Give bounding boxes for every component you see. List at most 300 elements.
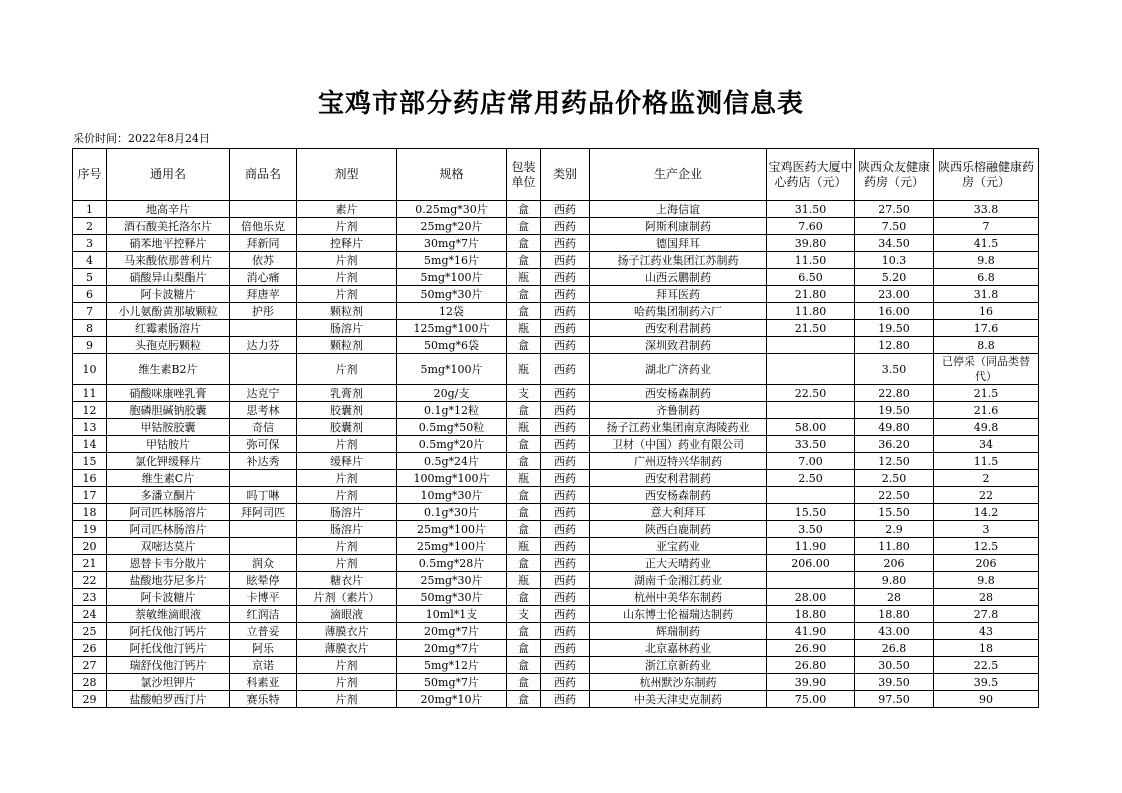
cell-specification: 5mg*16片 xyxy=(397,252,507,269)
cell-index: 11 xyxy=(73,385,107,402)
cell-price-store-3: 49.8 xyxy=(934,419,1039,436)
cell-manufacturer: 陕西白鹿制药 xyxy=(590,521,767,538)
cell-package-unit: 瓶 xyxy=(507,538,541,555)
cell-category: 西药 xyxy=(541,657,590,674)
cell-manufacturer: 西安利君制药 xyxy=(590,470,767,487)
header-price-store-3: 陕西乐榕融健康药房（元） xyxy=(934,149,1039,201)
cell-index: 26 xyxy=(73,640,107,657)
cell-manufacturer: 卫材（中国）药业有限公司 xyxy=(590,436,767,453)
cell-category: 西药 xyxy=(541,436,590,453)
cell-brand-name: 拜阿司匹 xyxy=(230,504,297,521)
cell-manufacturer: 湖南千金湘江药业 xyxy=(590,572,767,589)
cell-dosage-form: 颗粒剂 xyxy=(297,303,397,320)
cell-generic-name: 阿司匹林肠溶片 xyxy=(107,521,230,538)
cell-price-store-3: 3 xyxy=(934,521,1039,538)
cell-price-store-3: 8.8 xyxy=(934,337,1039,354)
cell-dosage-form: 片剂 xyxy=(297,487,397,504)
cell-brand-name: 润众 xyxy=(230,555,297,572)
cell-package-unit: 瓶 xyxy=(507,269,541,286)
cell-generic-name: 盐酸帕罗西汀片 xyxy=(107,691,230,708)
cell-index: 18 xyxy=(73,504,107,521)
cell-generic-name: 红霉素肠溶片 xyxy=(107,320,230,337)
cell-brand-name: 思考林 xyxy=(230,402,297,419)
cell-index: 4 xyxy=(73,252,107,269)
cell-dosage-form: 缓释片 xyxy=(297,453,397,470)
cell-index: 2 xyxy=(73,218,107,235)
cell-generic-name: 阿托伐他汀钙片 xyxy=(107,640,230,657)
table-row xyxy=(73,303,1039,320)
cell-price-store-2: 11.80 xyxy=(855,538,934,555)
cell-manufacturer: 辉瑞制药 xyxy=(590,623,767,640)
cell-category: 西药 xyxy=(541,589,590,606)
cell-index: 14 xyxy=(73,436,107,453)
page-title: 宝鸡市部分药店常用药品价格监测信息表 xyxy=(317,89,804,119)
cell-package-unit: 瓶 xyxy=(507,419,541,436)
cell-dosage-form: 素片 xyxy=(297,201,397,218)
cell-price-store-3: 17.6 xyxy=(934,320,1039,337)
cell-generic-name: 阿卡波糖片 xyxy=(107,286,230,303)
cell-price-store-1 xyxy=(767,402,855,419)
table-row xyxy=(73,286,1039,303)
cell-price-store-2: 97.50 xyxy=(855,691,934,708)
table-row xyxy=(73,521,1039,538)
cell-manufacturer: 山西云鹏制药 xyxy=(590,269,767,286)
table-row xyxy=(73,470,1039,487)
cell-dosage-form: 滴眼液 xyxy=(297,606,397,623)
cell-price-store-3: 7 xyxy=(934,218,1039,235)
cell-price-store-1: 26.80 xyxy=(767,657,855,674)
cell-brand-name: 吗丁啉 xyxy=(230,487,297,504)
table-row xyxy=(73,589,1039,606)
cell-manufacturer: 扬子江药业集团江苏制药 xyxy=(590,252,767,269)
cell-category: 西药 xyxy=(541,555,590,572)
cell-package-unit: 盒 xyxy=(507,487,541,504)
cell-price-store-2: 22.50 xyxy=(855,487,934,504)
cell-price-store-2: 43.00 xyxy=(855,623,934,640)
table-row xyxy=(73,487,1039,504)
cell-specification: 25mg*100片 xyxy=(397,521,507,538)
cell-index: 28 xyxy=(73,674,107,691)
cell-package-unit: 盒 xyxy=(507,436,541,453)
cell-package-unit: 盒 xyxy=(507,235,541,252)
cell-price-store-2: 12.50 xyxy=(855,453,934,470)
cell-manufacturer: 山东博士伦福瑞达制药 xyxy=(590,606,767,623)
header-dosage-form: 剂型 xyxy=(297,149,397,201)
cell-price-store-1 xyxy=(767,337,855,354)
table-row xyxy=(73,674,1039,691)
cell-generic-name: 维生素B2片 xyxy=(107,354,230,385)
table-row xyxy=(73,436,1039,453)
price-collection-date: 采价时间：2022年8月24日 xyxy=(73,132,210,145)
cell-price-store-2: 49.80 xyxy=(855,419,934,436)
cell-category: 西药 xyxy=(541,286,590,303)
cell-manufacturer: 湖北广济药业 xyxy=(590,354,767,385)
table-row xyxy=(73,640,1039,657)
cell-dosage-form: 片剂 xyxy=(297,657,397,674)
table-row xyxy=(73,252,1039,269)
cell-dosage-form: 片剂 xyxy=(297,354,397,385)
cell-brand-name xyxy=(230,201,297,218)
cell-dosage-form: 薄膜衣片 xyxy=(297,623,397,640)
cell-brand-name: 奇信 xyxy=(230,419,297,436)
cell-price-store-1: 21.80 xyxy=(767,286,855,303)
cell-price-store-1: 7.00 xyxy=(767,453,855,470)
cell-dosage-form: 控释片 xyxy=(297,235,397,252)
header-price-store-1: 宝鸡医药大厦中心药店（元） xyxy=(767,149,855,201)
cell-dosage-form: 片剂 xyxy=(297,286,397,303)
cell-price-store-3: 41.5 xyxy=(934,235,1039,252)
table-row xyxy=(73,623,1039,640)
cell-index: 20 xyxy=(73,538,107,555)
cell-category: 西药 xyxy=(541,623,590,640)
cell-generic-name: 阿托伐他汀钙片 xyxy=(107,623,230,640)
cell-price-store-1: 41.90 xyxy=(767,623,855,640)
cell-price-store-2: 15.50 xyxy=(855,504,934,521)
cell-dosage-form: 颗粒剂 xyxy=(297,337,397,354)
cell-specification: 0.1g*12粒 xyxy=(397,402,507,419)
cell-price-store-3: 34 xyxy=(934,436,1039,453)
cell-price-store-2: 18.80 xyxy=(855,606,934,623)
cell-price-store-1: 31.50 xyxy=(767,201,855,218)
cell-dosage-form: 片剂 xyxy=(297,252,397,269)
cell-brand-name: 赛乐特 xyxy=(230,691,297,708)
cell-index: 3 xyxy=(73,235,107,252)
cell-package-unit: 盒 xyxy=(507,657,541,674)
cell-package-unit: 盒 xyxy=(507,453,541,470)
cell-category: 西药 xyxy=(541,453,590,470)
table-row xyxy=(73,572,1039,589)
cell-specification: 20g/支 xyxy=(397,385,507,402)
cell-index: 17 xyxy=(73,487,107,504)
cell-generic-name: 硝酸异山梨酯片 xyxy=(107,269,230,286)
cell-manufacturer: 拜耳医药 xyxy=(590,286,767,303)
cell-brand-name: 立普妥 xyxy=(230,623,297,640)
table-row xyxy=(73,354,1039,385)
cell-price-store-3: 28 xyxy=(934,589,1039,606)
cell-price-store-2: 10.3 xyxy=(855,252,934,269)
cell-generic-name: 甲钴胺片 xyxy=(107,436,230,453)
header-price-store-2: 陕西众友健康药房（元） xyxy=(855,149,934,201)
cell-manufacturer: 中美天津史克制药 xyxy=(590,691,767,708)
cell-specification: 5mg*100片 xyxy=(397,269,507,286)
cell-category: 西药 xyxy=(541,337,590,354)
cell-category: 西药 xyxy=(541,572,590,589)
table-row xyxy=(73,320,1039,337)
cell-brand-name: 阿乐 xyxy=(230,640,297,657)
header-index: 序号 xyxy=(73,149,107,201)
cell-specification: 100mg*100片 xyxy=(397,470,507,487)
cell-price-store-3: 33.8 xyxy=(934,201,1039,218)
cell-price-store-1: 22.50 xyxy=(767,385,855,402)
cell-price-store-2: 19.50 xyxy=(855,320,934,337)
cell-specification: 25mg*30片 xyxy=(397,572,507,589)
cell-dosage-form: 片剂 xyxy=(297,674,397,691)
cell-category: 西药 xyxy=(541,402,590,419)
cell-dosage-form: 薄膜衣片 xyxy=(297,640,397,657)
cell-brand-name: 弥可保 xyxy=(230,436,297,453)
cell-dosage-form: 片剂 xyxy=(297,269,397,286)
cell-generic-name: 地高辛片 xyxy=(107,201,230,218)
cell-dosage-form: 片剂 xyxy=(297,436,397,453)
cell-specification: 5mg*100片 xyxy=(397,354,507,385)
cell-price-store-1: 33.50 xyxy=(767,436,855,453)
cell-price-store-2: 34.50 xyxy=(855,235,934,252)
cell-price-store-1: 206.00 xyxy=(767,555,855,572)
cell-specification: 20mg*7片 xyxy=(397,623,507,640)
cell-price-store-1: 3.50 xyxy=(767,521,855,538)
cell-price-store-3: 43 xyxy=(934,623,1039,640)
cell-category: 西药 xyxy=(541,419,590,436)
cell-price-store-3: 2 xyxy=(934,470,1039,487)
table-row xyxy=(73,538,1039,555)
cell-manufacturer: 西安杨森制药 xyxy=(590,487,767,504)
cell-generic-name: 双嘧达莫片 xyxy=(107,538,230,555)
cell-specification: 0.25mg*30片 xyxy=(397,201,507,218)
cell-price-store-3: 27.8 xyxy=(934,606,1039,623)
cell-brand-name: 拜唐苹 xyxy=(230,286,297,303)
cell-price-store-3: 11.5 xyxy=(934,453,1039,470)
cell-category: 西药 xyxy=(541,640,590,657)
cell-price-store-3: 206 xyxy=(934,555,1039,572)
cell-package-unit: 盒 xyxy=(507,201,541,218)
cell-dosage-form: 肠溶片 xyxy=(297,521,397,538)
cell-generic-name: 阿卡波糖片 xyxy=(107,589,230,606)
cell-price-store-2: 36.20 xyxy=(855,436,934,453)
header-package-unit: 包装单位 xyxy=(507,149,541,201)
cell-dosage-form: 肠溶片 xyxy=(297,320,397,337)
cell-manufacturer: 北京嘉林药业 xyxy=(590,640,767,657)
cell-index: 12 xyxy=(73,402,107,419)
cell-specification: 0.5g*24片 xyxy=(397,453,507,470)
cell-generic-name: 萘敏维滴眼液 xyxy=(107,606,230,623)
cell-package-unit: 瓶 xyxy=(507,354,541,385)
cell-category: 西药 xyxy=(541,218,590,235)
cell-brand-name: 拜新同 xyxy=(230,235,297,252)
cell-price-store-2: 23.00 xyxy=(855,286,934,303)
cell-manufacturer: 亚宝药业 xyxy=(590,538,767,555)
table-row xyxy=(73,269,1039,286)
cell-price-store-3: 90 xyxy=(934,691,1039,708)
cell-brand-name: 科素亚 xyxy=(230,674,297,691)
cell-brand-name xyxy=(230,354,297,385)
cell-price-store-1: 11.50 xyxy=(767,252,855,269)
cell-price-store-2: 5.20 xyxy=(855,269,934,286)
cell-manufacturer: 齐鲁制药 xyxy=(590,402,767,419)
cell-brand-name: 消心痛 xyxy=(230,269,297,286)
table-row xyxy=(73,218,1039,235)
cell-price-store-3: 12.5 xyxy=(934,538,1039,555)
cell-dosage-form: 片剂 xyxy=(297,470,397,487)
cell-price-store-3: 14.2 xyxy=(934,504,1039,521)
table-row xyxy=(73,453,1039,470)
table-header-row xyxy=(73,149,1039,201)
cell-price-store-3: 9.8 xyxy=(934,252,1039,269)
cell-dosage-form: 胶囊剂 xyxy=(297,402,397,419)
cell-specification: 50mg*30片 xyxy=(397,286,507,303)
cell-package-unit: 盒 xyxy=(507,286,541,303)
cell-specification: 50mg*7片 xyxy=(397,674,507,691)
cell-price-store-1: 15.50 xyxy=(767,504,855,521)
cell-price-store-2: 2.9 xyxy=(855,521,934,538)
header-category: 类别 xyxy=(541,149,590,201)
cell-price-store-3: 21.5 xyxy=(934,385,1039,402)
cell-package-unit: 盒 xyxy=(507,218,541,235)
cell-index: 24 xyxy=(73,606,107,623)
table-row xyxy=(73,555,1039,572)
cell-price-store-1: 6.50 xyxy=(767,269,855,286)
cell-index: 8 xyxy=(73,320,107,337)
cell-price-store-3: 9.8 xyxy=(934,572,1039,589)
cell-price-store-2: 9.80 xyxy=(855,572,934,589)
cell-specification: 50mg*30片 xyxy=(397,589,507,606)
cell-specification: 10mg*30片 xyxy=(397,487,507,504)
cell-index: 16 xyxy=(73,470,107,487)
cell-price-store-1: 26.90 xyxy=(767,640,855,657)
cell-price-store-3: 22 xyxy=(934,487,1039,504)
cell-category: 西药 xyxy=(541,201,590,218)
cell-price-store-2: 22.80 xyxy=(855,385,934,402)
cell-price-store-1: 11.90 xyxy=(767,538,855,555)
cell-price-store-3: 6.8 xyxy=(934,269,1039,286)
cell-brand-name: 倍他乐克 xyxy=(230,218,297,235)
cell-index: 6 xyxy=(73,286,107,303)
table-row xyxy=(73,385,1039,402)
cell-brand-name: 卡博平 xyxy=(230,589,297,606)
cell-generic-name: 马来酸依那普利片 xyxy=(107,252,230,269)
cell-category: 西药 xyxy=(541,470,590,487)
cell-specification: 0.5mg*28片 xyxy=(397,555,507,572)
cell-price-store-2: 12.80 xyxy=(855,337,934,354)
cell-price-store-2: 16.00 xyxy=(855,303,934,320)
cell-category: 西药 xyxy=(541,487,590,504)
cell-manufacturer: 上海信谊 xyxy=(590,201,767,218)
cell-manufacturer: 广州迈特兴华制药 xyxy=(590,453,767,470)
cell-specification: 0.1g*30片 xyxy=(397,504,507,521)
cell-index: 27 xyxy=(73,657,107,674)
price-table xyxy=(72,148,1039,708)
cell-price-store-3: 22.5 xyxy=(934,657,1039,674)
cell-manufacturer: 浙江京新药业 xyxy=(590,657,767,674)
cell-package-unit: 瓶 xyxy=(507,320,541,337)
cell-index: 10 xyxy=(73,354,107,385)
cell-package-unit: 盒 xyxy=(507,504,541,521)
cell-brand-name: 补达秀 xyxy=(230,453,297,470)
cell-price-store-2: 26.8 xyxy=(855,640,934,657)
cell-category: 西药 xyxy=(541,606,590,623)
cell-dosage-form: 片剂 xyxy=(297,538,397,555)
table-row xyxy=(73,691,1039,708)
cell-specification: 0.5mg*20片 xyxy=(397,436,507,453)
cell-category: 西药 xyxy=(541,674,590,691)
cell-price-store-2: 7.50 xyxy=(855,218,934,235)
cell-dosage-form: 胶囊剂 xyxy=(297,419,397,436)
header-specification: 规格 xyxy=(397,149,507,201)
header-brand-name: 商品名 xyxy=(230,149,297,201)
cell-specification: 50mg*6袋 xyxy=(397,337,507,354)
cell-price-store-1: 28.00 xyxy=(767,589,855,606)
cell-package-unit: 盒 xyxy=(507,521,541,538)
cell-price-store-1 xyxy=(767,487,855,504)
cell-category: 西药 xyxy=(541,269,590,286)
cell-price-store-1 xyxy=(767,572,855,589)
cell-manufacturer: 正大天晴药业 xyxy=(590,555,767,572)
cell-specification: 20mg*10片 xyxy=(397,691,507,708)
cell-index: 29 xyxy=(73,691,107,708)
cell-package-unit: 盒 xyxy=(507,589,541,606)
cell-package-unit: 瓶 xyxy=(507,572,541,589)
cell-manufacturer: 德国拜耳 xyxy=(590,235,767,252)
cell-price-store-1: 2.50 xyxy=(767,470,855,487)
cell-index: 25 xyxy=(73,623,107,640)
cell-package-unit: 盒 xyxy=(507,252,541,269)
cell-brand-name: 红润洁 xyxy=(230,606,297,623)
cell-brand-name: 依苏 xyxy=(230,252,297,269)
cell-category: 西药 xyxy=(541,303,590,320)
cell-specification: 25mg*100片 xyxy=(397,538,507,555)
cell-index: 13 xyxy=(73,419,107,436)
cell-category: 西药 xyxy=(541,504,590,521)
cell-price-store-1: 7.60 xyxy=(767,218,855,235)
cell-category: 西药 xyxy=(541,538,590,555)
cell-price-store-2: 27.50 xyxy=(855,201,934,218)
cell-category: 西药 xyxy=(541,252,590,269)
cell-index: 19 xyxy=(73,521,107,538)
cell-price-store-1: 39.90 xyxy=(767,674,855,691)
cell-package-unit: 瓶 xyxy=(507,470,541,487)
cell-dosage-form: 乳膏剂 xyxy=(297,385,397,402)
cell-dosage-form: 片剂 xyxy=(297,555,397,572)
cell-package-unit: 盒 xyxy=(507,402,541,419)
cell-price-store-2: 2.50 xyxy=(855,470,934,487)
cell-package-unit: 支 xyxy=(507,385,541,402)
cell-generic-name: 瑞舒伐他汀钙片 xyxy=(107,657,230,674)
cell-package-unit: 盒 xyxy=(507,337,541,354)
cell-specification: 30mg*7片 xyxy=(397,235,507,252)
cell-price-store-2: 30.50 xyxy=(855,657,934,674)
cell-dosage-form: 片剂 xyxy=(297,691,397,708)
cell-generic-name: 维生素C片 xyxy=(107,470,230,487)
cell-specification: 125mg*100片 xyxy=(397,320,507,337)
table-row xyxy=(73,657,1039,674)
cell-index: 5 xyxy=(73,269,107,286)
table-row xyxy=(73,337,1039,354)
cell-index: 21 xyxy=(73,555,107,572)
cell-package-unit: 盒 xyxy=(507,640,541,657)
cell-index: 7 xyxy=(73,303,107,320)
cell-generic-name: 氯化钾缓释片 xyxy=(107,453,230,470)
cell-package-unit: 盒 xyxy=(507,674,541,691)
cell-index: 15 xyxy=(73,453,107,470)
cell-package-unit: 盒 xyxy=(507,623,541,640)
cell-specification: 10ml*1支 xyxy=(397,606,507,623)
cell-price-store-1: 11.80 xyxy=(767,303,855,320)
table-row xyxy=(73,419,1039,436)
cell-brand-name: 京诺 xyxy=(230,657,297,674)
cell-category: 西药 xyxy=(541,521,590,538)
cell-price-store-1: 75.00 xyxy=(767,691,855,708)
cell-index: 9 xyxy=(73,337,107,354)
header-generic-name: 通用名 xyxy=(107,149,230,201)
cell-package-unit: 盒 xyxy=(507,691,541,708)
cell-price-store-3: 已停采（同品类替代） xyxy=(934,354,1039,385)
cell-generic-name: 恩替卡韦分散片 xyxy=(107,555,230,572)
cell-dosage-form: 糖衣片 xyxy=(297,572,397,589)
cell-category: 西药 xyxy=(541,235,590,252)
cell-index: 22 xyxy=(73,572,107,589)
cell-manufacturer: 杭州默沙东制药 xyxy=(590,674,767,691)
cell-generic-name: 甲钴胺胶囊 xyxy=(107,419,230,436)
cell-price-store-3: 21.6 xyxy=(934,402,1039,419)
